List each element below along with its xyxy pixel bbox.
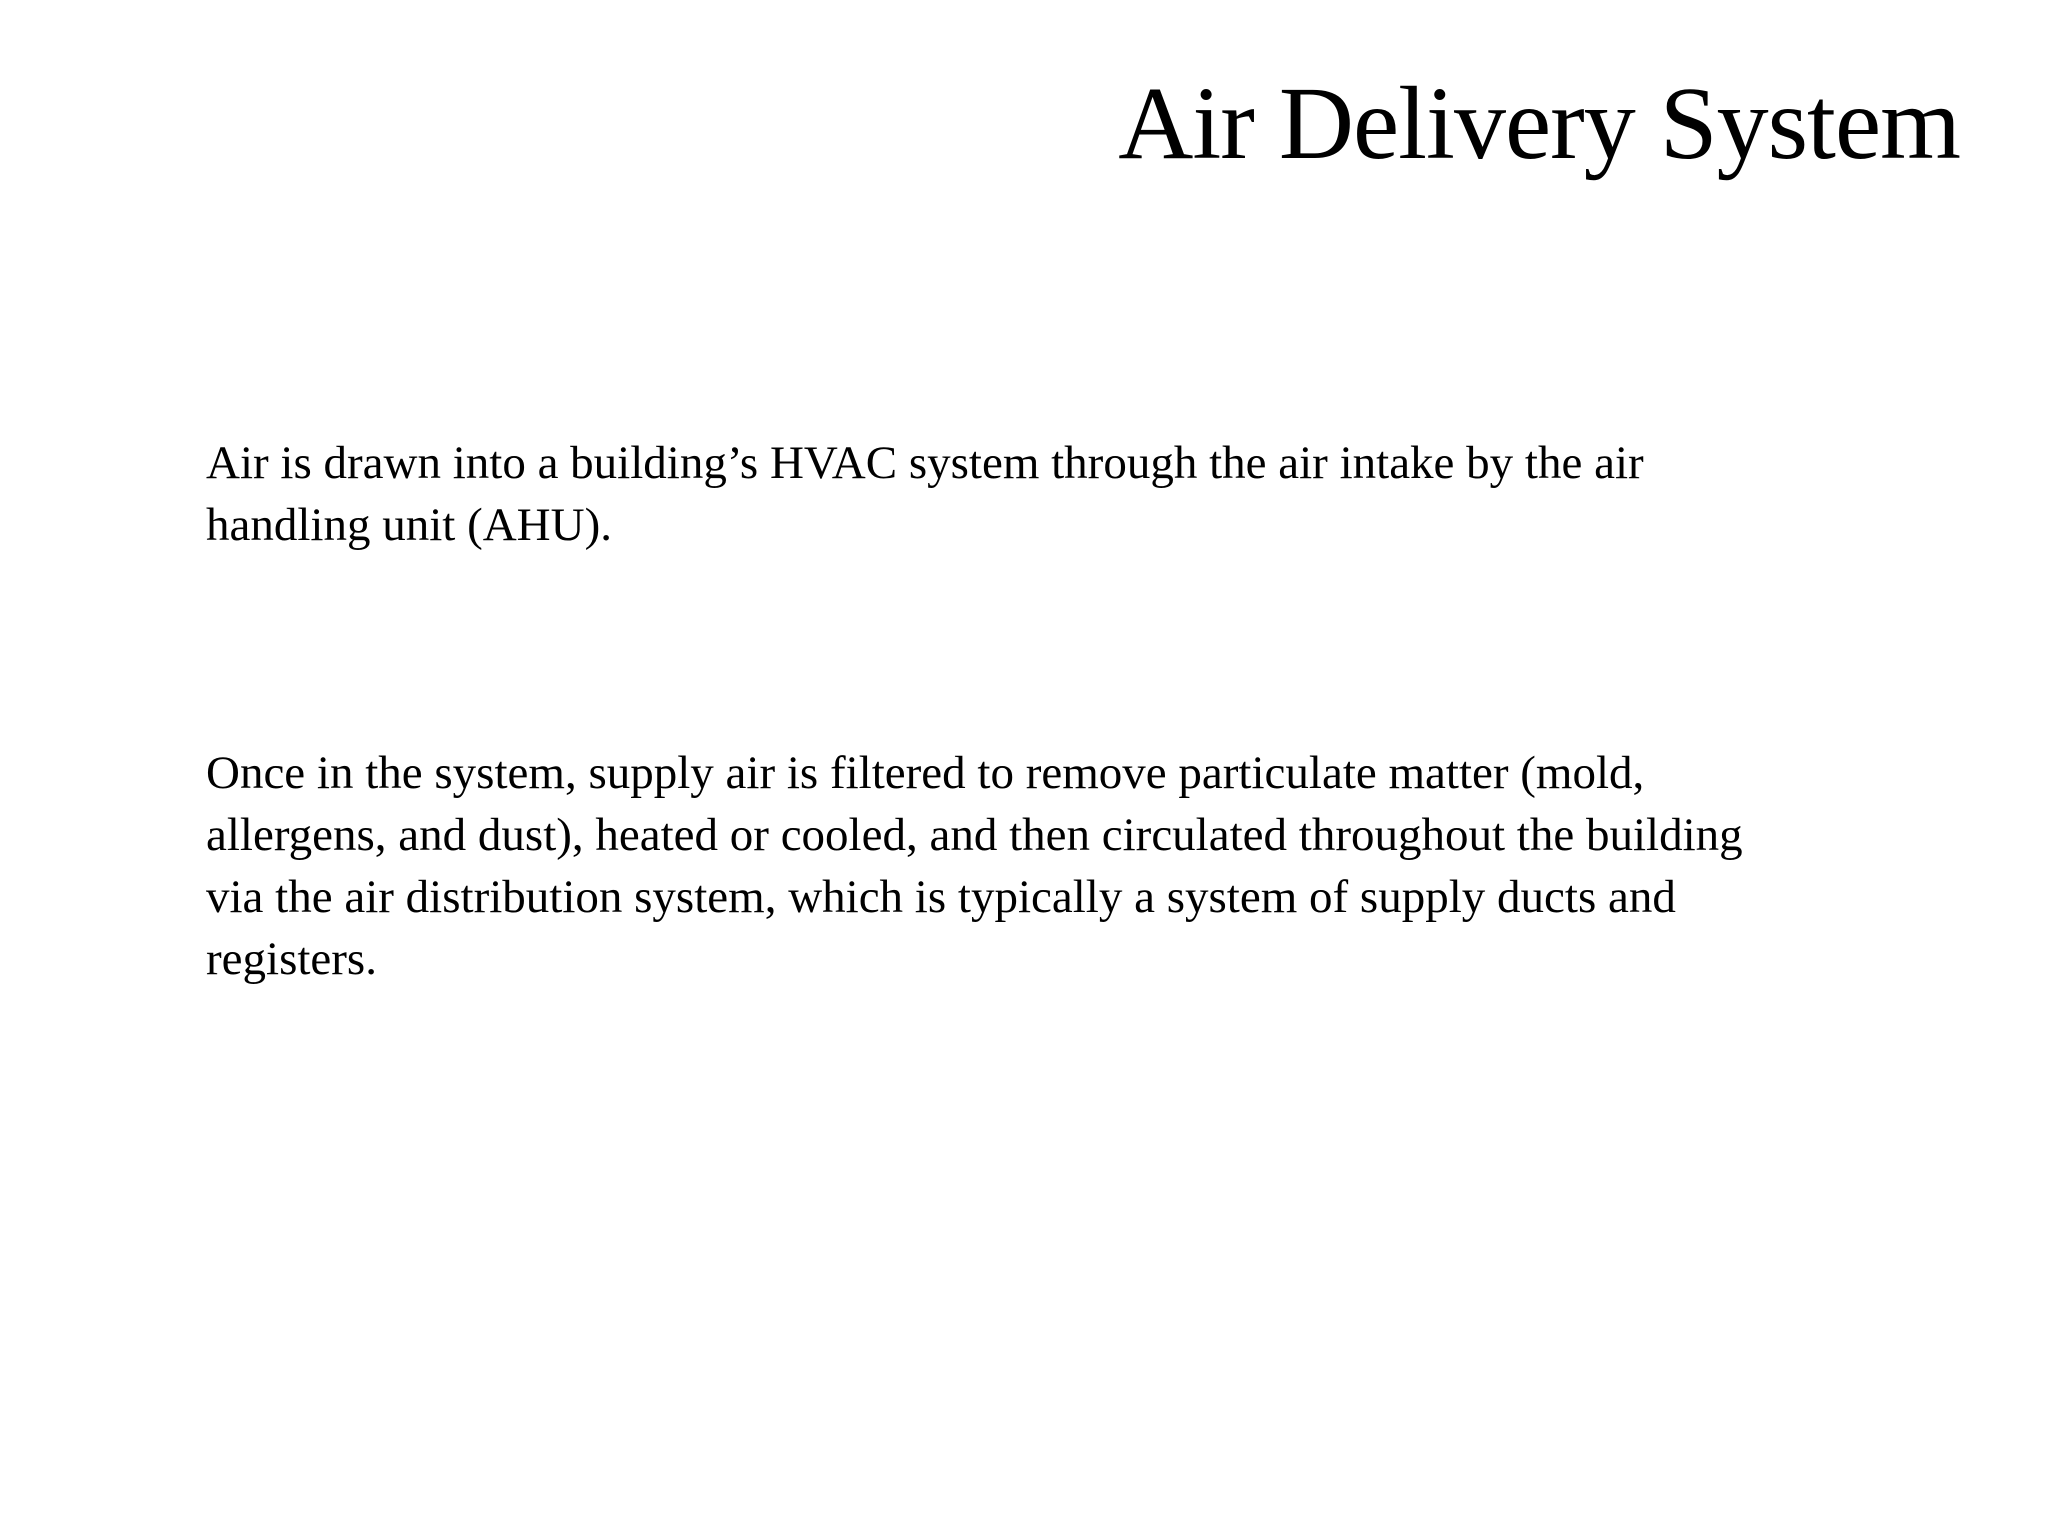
detail-paragraph: Once in the system, supply air is filtered to remove particulate matter (mold, allergens, and dust), heated or cooled, and then circulated throughout the building via the air distribution system, which is typically a system of supply ducts and registers. (206, 747, 1743, 985)
intro-paragraph: Air is drawn into a building’s HVAC system through the air intake by the air handling unit (AHU). (206, 437, 1644, 551)
slide-title: Air Delivery System (1118, 66, 1960, 181)
